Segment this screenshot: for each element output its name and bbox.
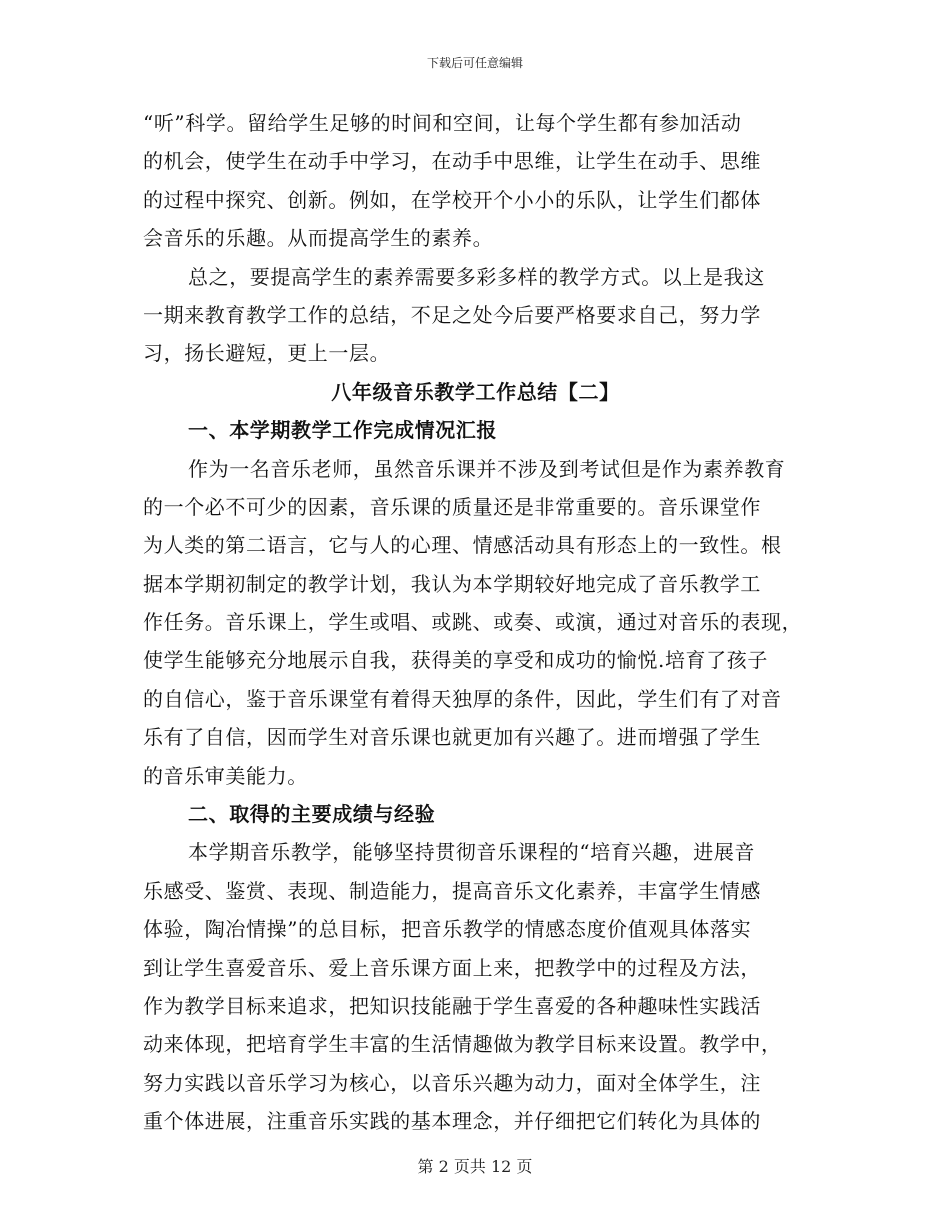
paragraph-line: 的机会，使学生在动手中学习，在动手中思维，让学生在动手、思维 <box>143 149 761 174</box>
paragraph-line: 的音乐审美能力。 <box>143 763 308 788</box>
paragraph-line: 的自信心，鉴于音乐课堂有着得天独厚的条件，因此，学生们有了对音 <box>143 686 782 711</box>
paragraph-line: 作为教学目标来追求，把知识技能融于学生喜爱的各种趣味性实践活 <box>143 993 761 1018</box>
paragraph-line: 会音乐的乐趣。从而提高学生的素养。 <box>143 226 494 251</box>
section-heading: 一、本学期教学工作完成情况汇报 <box>188 418 497 443</box>
page-number: 第 2 页共 12 页 <box>417 1157 533 1176</box>
paragraph-line: 作任务。音乐课上，学生或唱、或跳、或奏、或演，通过对音乐的表现， <box>143 610 803 635</box>
paragraph-line: 动来体现，把培育学生丰富的生活情趣做为教学目标来设置。教学中， <box>143 1032 782 1057</box>
paragraph-line: “听”科学。留给学生足够的时间和空间，让每个学生都有参加活动 <box>143 111 742 135</box>
paragraph-line: 的过程中探究、创新。例如，在学校开个小小的乐队，让学生们都体 <box>143 187 761 212</box>
paragraph-line: 的一个必不可少的因素，音乐课的质量还是非常重要的。音乐课堂作 <box>143 494 761 519</box>
paragraph-line: 一期来教育教学工作的总结，不足之处今后要严格要求自己，努力学 <box>143 302 761 327</box>
header-note: 下载后可任意编辑 <box>426 56 523 70</box>
paragraph-line: 乐感受、鉴赏、表现、制造能力，提高音乐文化素养，丰富学生情感 <box>143 878 761 903</box>
paragraph-line: 本学期音乐教学，能够坚持贯彻音乐课程的“培育兴趣，进展音 <box>188 840 756 865</box>
paragraph-line: 作为一名音乐老师，虽然音乐课并不涉及到考试但是作为素养教育 <box>188 456 786 481</box>
paragraph-line: 努力实践以音乐学习为核心，以音乐兴趣为动力，面对全体学生，注 <box>143 1070 761 1095</box>
paragraph-line: 为人类的第二语言，它与人的心理、情感活动具有形态上的一致性。根 <box>143 533 782 558</box>
paragraph-line: 体验，陶冶情操”的总目标，把音乐教学的情感态度价值观具体落实 <box>143 917 752 942</box>
paragraph-line: 习，扬长避短，更上一层。 <box>143 341 391 366</box>
paragraph-line: 乐有了自信，因而学生对音乐课也就更加有兴趣了。进而增强了学生 <box>143 725 761 750</box>
paragraph-line: 重个体进展，注重音乐实践的基本理念，并仔细把它们转化为具体的 <box>143 1109 761 1134</box>
document-body <box>143 104 808 1141</box>
paragraph-line: 到让学生喜爱音乐、爱上音乐课方面上来，把教学中的过程及方法， <box>143 955 761 980</box>
paragraph-line: 据本学期初制定的教学计划，我认为本学期较好地完成了音乐教学工 <box>143 571 761 596</box>
section-heading: 二、取得的主要成绩与经验 <box>188 802 436 827</box>
section-title: 八年级音乐教学工作总结【二】 <box>331 379 620 404</box>
paragraph-line: 使学生能够充分地展示自我，获得美的享受和成功的愉悦.培育了孩子 <box>143 648 768 673</box>
paragraph-line: 总之，要提高学生的素养需要多彩多样的教学方式。以上是我这 <box>188 264 765 289</box>
